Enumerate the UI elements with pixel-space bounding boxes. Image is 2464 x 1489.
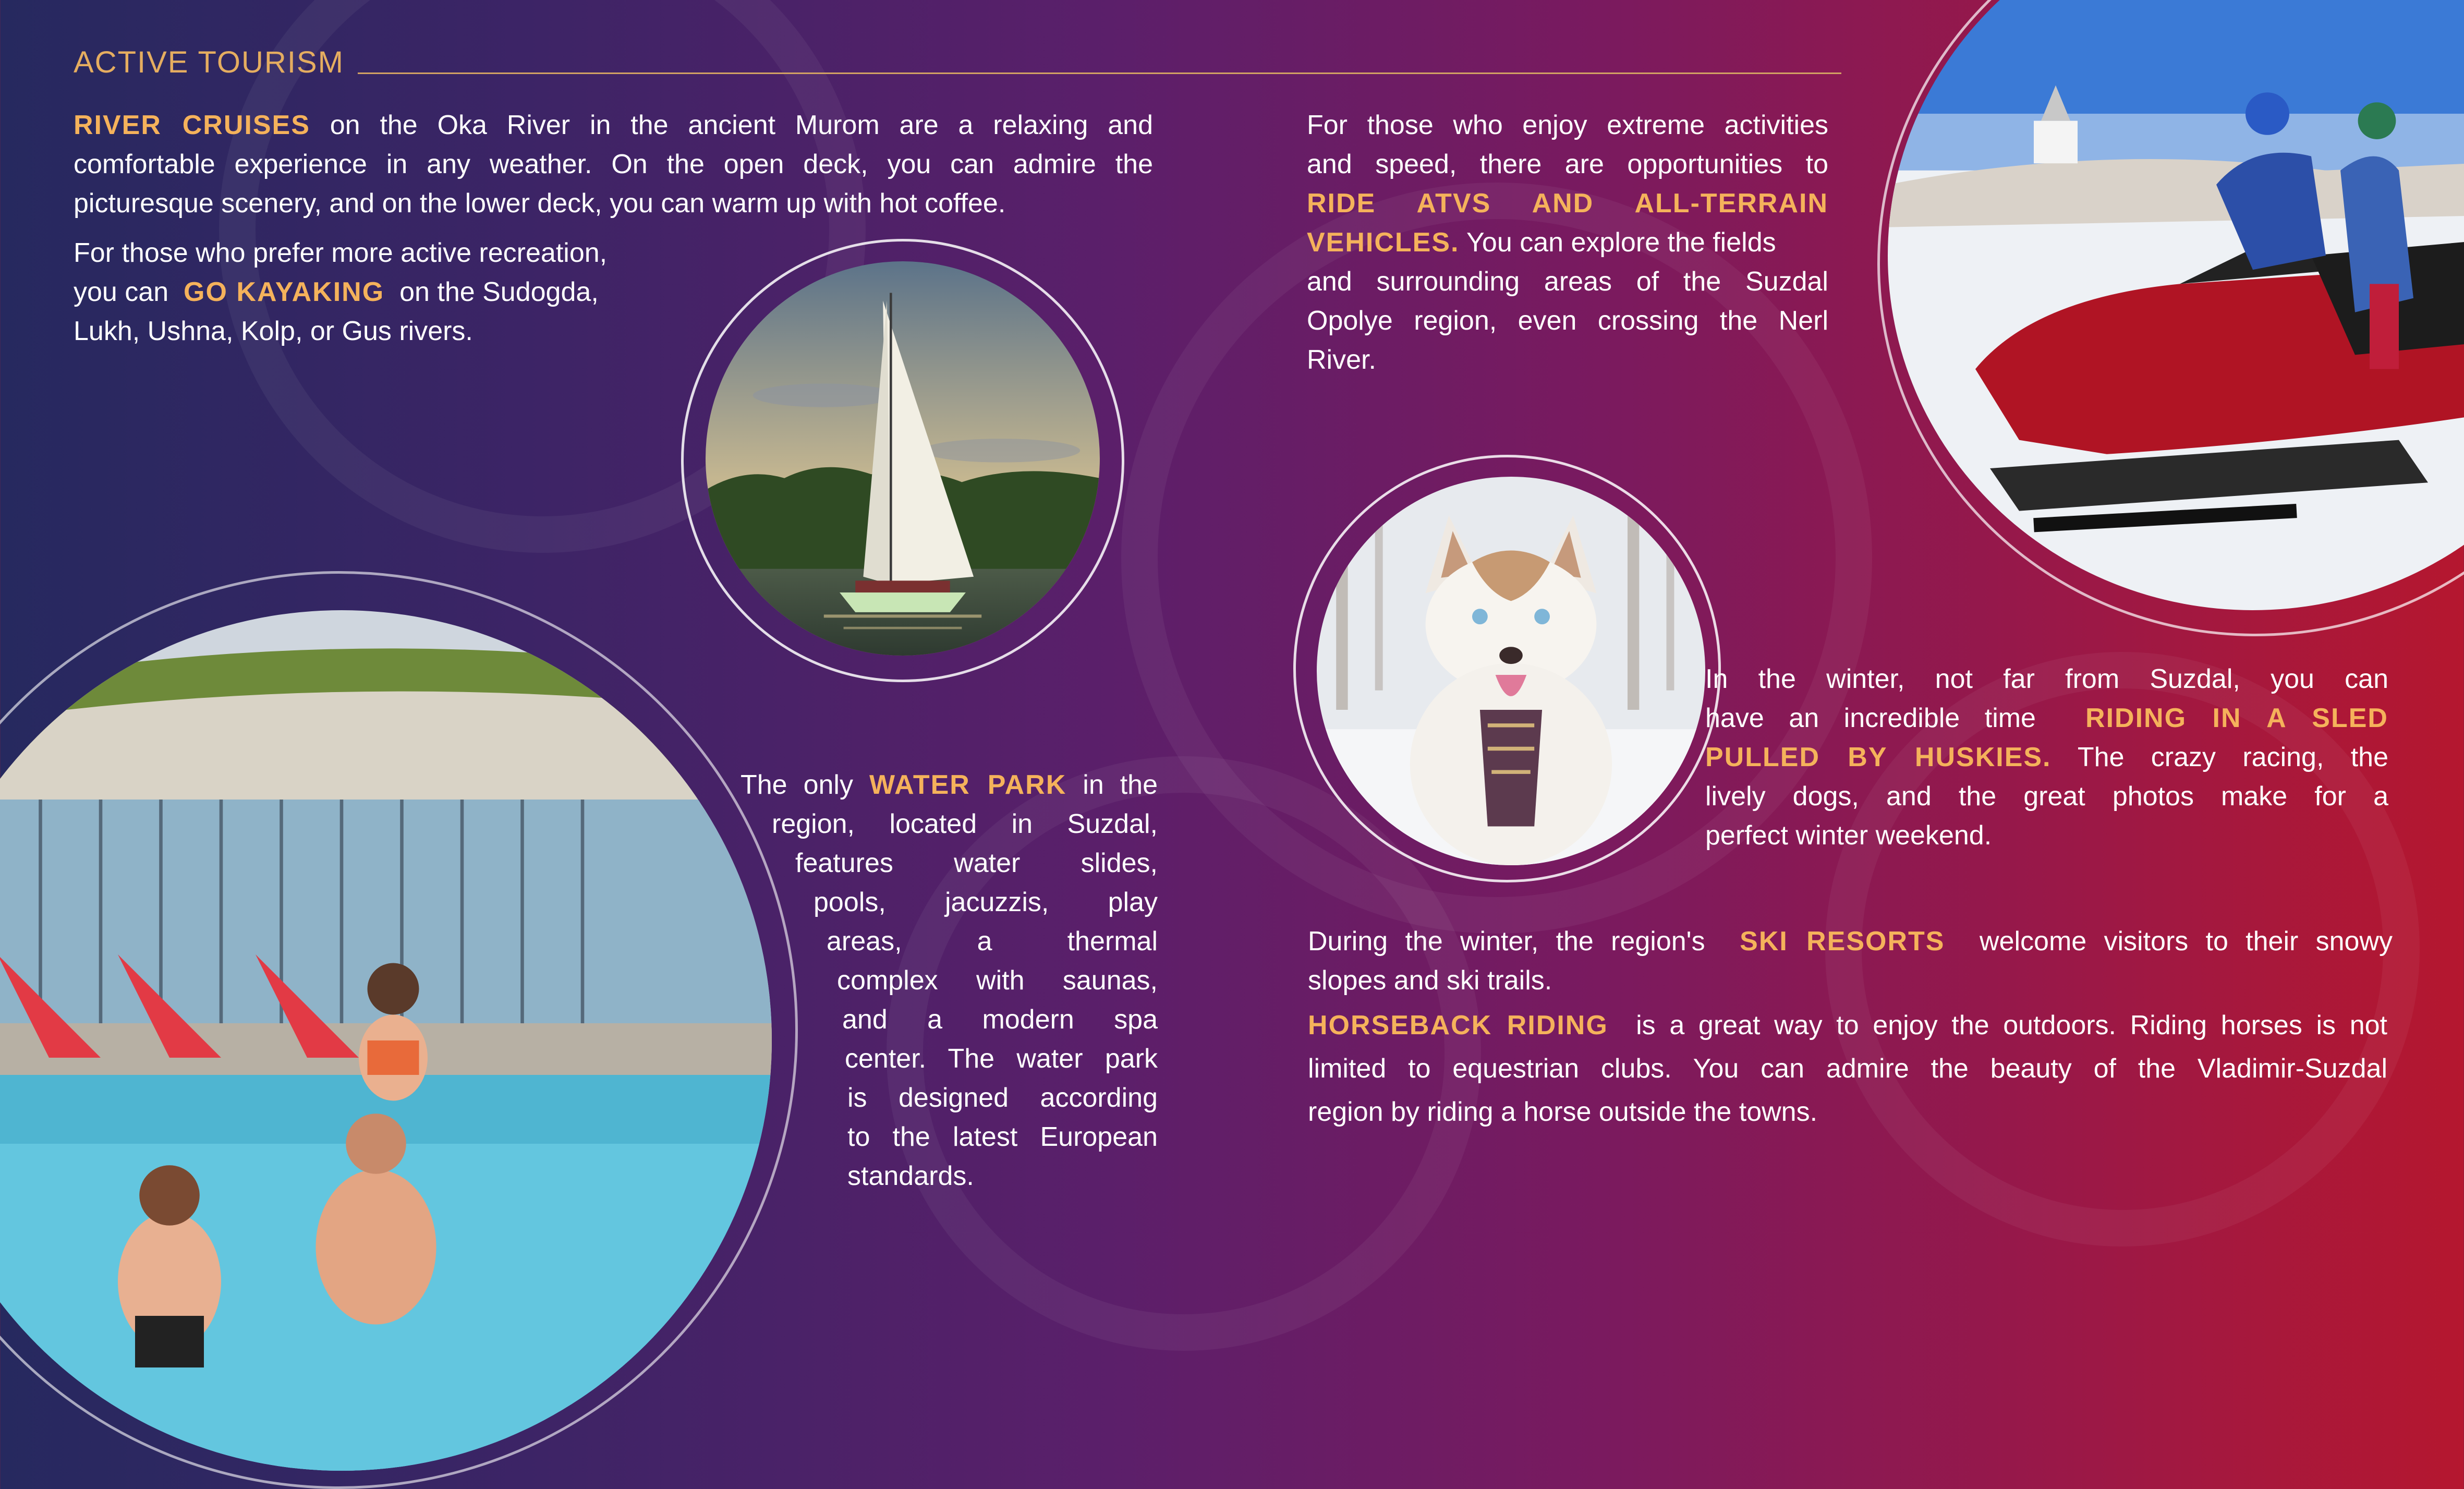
river-cruises-paragraph	[74, 106, 1153, 223]
paragraph-line: features water slides,	[795, 848, 1158, 878]
paragraph-line	[741, 766, 1158, 805]
paragraph-line: pools, jacuzzis, play	[814, 887, 1158, 917]
paragraph-line: and speed, there are opportunities to	[1307, 149, 1828, 179]
paragraph-line: For those who prefer more active recreation,	[74, 238, 608, 268]
paragraph-line: For those who enjoy extreme activities	[1307, 110, 1828, 140]
paragraph-text: During the winter, the region's	[1308, 926, 1705, 957]
paragraph-text: The only	[741, 770, 853, 800]
huskies-paragraph	[1705, 660, 2388, 855]
paragraph-line: complex with saunas,	[837, 965, 1158, 996]
paragraph-text: is a great way to enjoy the outdoors. Riding horses is not	[1636, 1010, 2387, 1040]
water-park-highlight: WATER PARK	[869, 770, 1067, 800]
kayaking-highlight: GO KAYAKING	[184, 277, 385, 307]
paragraph-line: picturesque scenery, and on the lower deck, you can warm up with hot coffee.	[74, 188, 1006, 219]
title-divider	[358, 72, 1841, 74]
snowmobile-photo	[1888, 0, 2464, 610]
paragraph-line	[1705, 699, 2388, 738]
huskies-highlight-continued: PULLED BY HUSKIES.	[1705, 742, 2052, 772]
paragraph-line: and a modern spa	[842, 1004, 1158, 1035]
husky-photo	[1317, 477, 1705, 865]
paragraph-line	[1308, 1004, 2387, 1047]
paragraph-line: River.	[1307, 345, 1376, 375]
paragraph-text: on the Oka River in the ancient Murom are a relaxing and	[330, 110, 1153, 140]
paragraph-line: center. The water park	[845, 1044, 1158, 1074]
paragraph-line: to the latest European	[847, 1122, 1158, 1152]
sailboat-photo	[706, 261, 1100, 656]
paragraph-line: slopes and ski trails.	[1308, 965, 1552, 996]
paragraph-line	[74, 273, 725, 312]
paragraph-line: standards.	[847, 1161, 974, 1191]
section-title: ACTIVE TOURISM	[74, 45, 344, 79]
paragraph-text: You can explore the fields	[1466, 227, 1776, 258]
paragraph-line: lively dogs, and the great photos make for a	[1705, 781, 2388, 812]
ski-resorts-highlight: SKI RESORTS	[1740, 926, 1945, 957]
paragraph-line: region, located in Suzdal,	[772, 809, 1158, 839]
paragraph-line	[1308, 922, 2393, 961]
paragraph-line: Opolye region, even crossing the Nerl	[1307, 306, 1828, 336]
paragraph-line: limited to equestrian clubs. You can admire the beauty of the Vladimir-Suzdal	[1308, 1054, 2387, 1084]
paragraph-line: In the winter, not far from Suzdal, you can	[1705, 664, 2388, 694]
huskies-highlight: RIDING IN A SLED	[2085, 703, 2388, 733]
paragraph-text: have an incredible time	[1705, 703, 2036, 733]
horseback-paragraph	[1308, 1004, 2387, 1134]
paragraph-line: perfect winter weekend.	[1705, 820, 1992, 851]
paragraph-line	[1307, 223, 1828, 262]
paragraph-line	[1705, 738, 2388, 777]
paragraph-text: on the Sudogda,	[399, 277, 599, 307]
paragraph-line: and surrounding areas of the Suzdal	[1307, 267, 1828, 297]
atv-highlight-continued: VEHICLES.	[1307, 227, 1460, 258]
river-cruises-highlight: RIVER CRUISES	[74, 110, 310, 140]
paragraph-text: The crazy racing, the	[2077, 742, 2389, 772]
paragraph-text: in the	[1083, 770, 1158, 800]
paragraph-line: region by riding a horse outside the towns.	[1308, 1097, 1818, 1127]
paragraph-line	[74, 106, 1153, 145]
paragraph-line: areas, a thermal	[827, 926, 1158, 957]
paragraph-text: you can	[74, 277, 169, 307]
atv-highlight: RIDE ATVS AND ALL-TERRAIN	[1307, 188, 1828, 219]
paragraph-line: is designed according	[847, 1083, 1158, 1113]
paragraph-line: Lukh, Ushna, Kolp, or Gus rivers.	[74, 316, 473, 346]
ski-resorts-paragraph	[1308, 922, 2393, 1000]
kayaking-paragraph	[74, 234, 725, 351]
horseback-highlight: HORSEBACK RIDING	[1308, 1010, 1608, 1040]
paragraph-line: comfortable experience in any weather. On the open deck, you can admire the	[74, 149, 1153, 179]
water-park-paragraph	[741, 766, 1158, 1196]
atv-paragraph	[1307, 106, 1828, 380]
paragraph-text: welcome visitors to their snowy	[1980, 926, 2393, 957]
